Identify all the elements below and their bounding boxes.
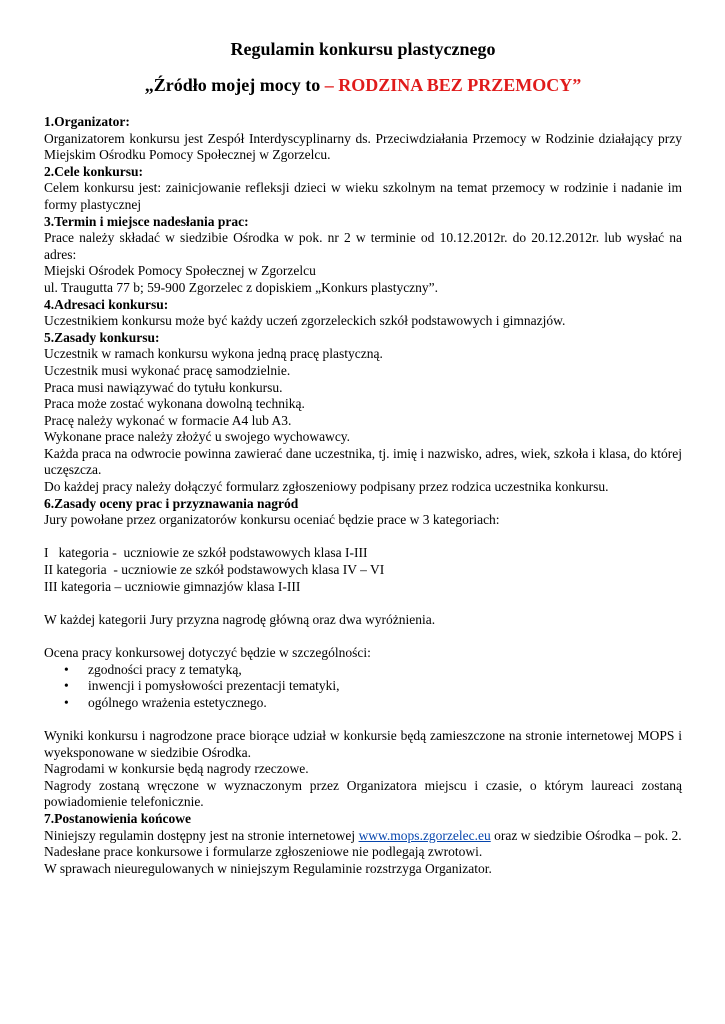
evaluation-intro: Jury powołane przez organizatorów konkursu oceniać będzie prace w 3 kategoriach: bbox=[44, 512, 500, 528]
bullet-icon: • bbox=[64, 678, 69, 694]
rules-line: Każda praca na odwrocie powinna zawierać dane uczestnika, tj. imię i nazwisko, adres, wiek, szkoła i klasa, do której uczęszcza. bbox=[44, 445, 682, 478]
address-line-2: ul. Traugutta 77 b; 59-900 Zgorzelec z dopiskiem „Konkurs plastyczny”. bbox=[44, 279, 439, 295]
category-line: I kategoria - uczniowie ze szkół podstawowych klasa I-III bbox=[44, 545, 368, 561]
final-line-2: Nadesłane prace konkursowe i formularze zgłoszeniowe nie podlegają zwrotowi. bbox=[44, 844, 483, 860]
rules-line: Pracę należy wykonać w formacie A4 lub A3. bbox=[44, 412, 292, 428]
bullet-icon: • bbox=[64, 661, 69, 677]
subtitle-part2: – RODZINA BEZ PRZEMOCY” bbox=[324, 75, 582, 95]
rules-line: Do każdej pracy należy dołączyć formularz zgłoszeniowy podpisany przez rodzica uczestnika konkursu. bbox=[44, 479, 609, 495]
organizer-text: Organizatorem konkursu jest Zespół Interdyscyplinarny ds. Przeciwdziałania Przemocy w Rodzinie działający przy Miejskim Ośrodku Pomocy Społecznej w Zgorzelcu. bbox=[44, 130, 682, 163]
list-item bbox=[44, 662, 682, 679]
goals-text: Celem konkursu jest: zainicjowanie refleksji dzieci w wieku szkolnym na temat przemocy w rodzinie i nadanie im formy plastycznej bbox=[44, 180, 682, 212]
criteria-item-label: zgodności pracy z tematyką, bbox=[88, 661, 242, 677]
delivery-text: Nagrody zostaną wręczone w wyznaczonym przez Organizatora miejscu i czasie, o którym laureaci zostaną powiadomienie telefonicznie. bbox=[44, 777, 682, 810]
final-text bbox=[44, 828, 682, 845]
results-text: Wyniki konkursu i nagrodzone prace biorące udział w konkursie będą zamieszczone na stronie internetowej MOPS i wyeksponowane w siedzibie Ośrodka. bbox=[44, 727, 682, 760]
section-heading-final: 7.Postanowienia końcowe bbox=[44, 810, 192, 826]
rules-line: Praca musi nawiązywać do tytułu konkursu. bbox=[44, 379, 283, 395]
section-heading-evaluation: 6.Zasady oceny prac i przyznawania nagród bbox=[44, 495, 299, 511]
awards-text: W każdej kategorii Jury przyzna nagrodę główną oraz dwa wyróżnienia. bbox=[44, 611, 436, 627]
address-line-1: Miejski Ośrodek Pomocy Społecznej w Zgorzelcu bbox=[44, 263, 316, 279]
final-text-after: oraz w siedzibie Ośrodka – pok. 2. bbox=[490, 827, 682, 843]
section-heading-organizer: 1.Organizator: bbox=[44, 114, 130, 129]
subtitle-part1: „Źródło mojej mocy to bbox=[144, 75, 325, 95]
criteria-list bbox=[44, 662, 682, 712]
list-item bbox=[44, 695, 682, 712]
prizes-text: Nagrodami w konkursie będą nagrody rzeczowe. bbox=[44, 761, 309, 777]
section-heading-goals: 2.Cele konkursu: bbox=[44, 163, 144, 179]
document-page bbox=[44, 38, 682, 877]
criteria-item-label: ogólnego wrażenia estetycznego. bbox=[88, 694, 267, 710]
website-link[interactable]: www.mops.zgorzelec.eu bbox=[358, 827, 491, 843]
rules-line: Praca może zostać wykonana dowolną techniką. bbox=[44, 396, 305, 412]
rules-line: Uczestnik w ramach konkursu wykona jedną pracę plastyczną. bbox=[44, 346, 383, 362]
document-title: Regulamin konkursu plastycznego bbox=[230, 39, 496, 59]
section-heading-deadline: 3.Termin i miejsce nadesłania prac: bbox=[44, 213, 249, 229]
deadline-text: Prace należy składać w siedzibie Ośrodka w pok. nr 2 w terminie od 10.12.2012r. do 20.12.2012r. lub wysłać na adres: bbox=[44, 230, 682, 262]
rules-line: Uczestnik musi wykonać pracę samodzielnie. bbox=[44, 362, 291, 378]
document-subtitle bbox=[44, 74, 682, 96]
category-line: III kategoria – uczniowie gimnazjów klasa I-III bbox=[44, 578, 301, 594]
section-heading-rules: 5.Zasady konkursu: bbox=[44, 329, 160, 345]
final-text-before: Niniejszy regulamin dostępny jest na stronie internetowej bbox=[44, 827, 359, 843]
list-item bbox=[44, 678, 682, 695]
section-heading-participants: 4.Adresaci konkursu: bbox=[44, 296, 169, 312]
category-line: II kategoria - uczniowie ze szkół podstawowych klasa IV – VI bbox=[44, 562, 385, 578]
final-line-3: W sprawach nieuregulowanych w niniejszym Regulaminie rozstrzyga Organizator. bbox=[44, 860, 492, 876]
participants-text: Uczestnikiem konkursu może być każdy uczeń zgorzeleckich szkół podstawowych i gimnazjów. bbox=[44, 313, 566, 329]
criteria-intro: Ocena pracy konkursowej dotyczyć będzie w szczególności: bbox=[44, 645, 371, 660]
rules-line: Wykonane prace należy złożyć u swojego wychowawcy. bbox=[44, 429, 351, 445]
criteria-item-label: inwencji i pomysłowości prezentacji tematyki, bbox=[88, 678, 340, 694]
bullet-icon: • bbox=[64, 694, 69, 710]
